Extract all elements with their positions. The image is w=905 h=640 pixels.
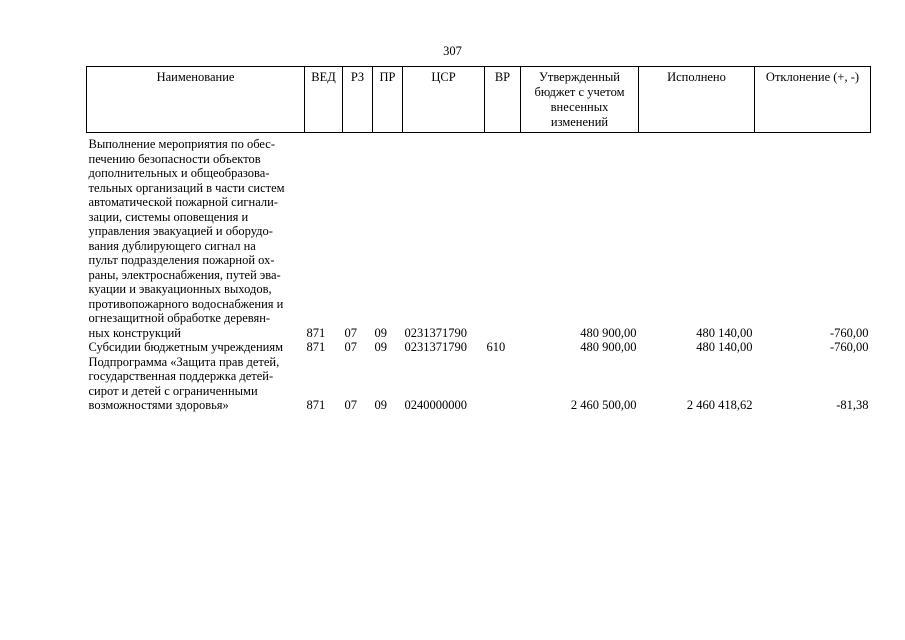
cell-name (87, 133, 305, 341)
budget-execution-table (86, 66, 871, 413)
name-line: Подпрограмма «Защита прав детей, (88, 354, 280, 369)
cell-ved: 871 (306, 340, 326, 354)
cell-ved: 871 (306, 325, 326, 340)
table-row (87, 133, 871, 341)
page-number: 307 (443, 44, 462, 58)
name-line: вания дублирующего сигнал на (88, 238, 256, 253)
name-line: государственная поддержка детей- (88, 369, 274, 383)
header-rz: РЗ (343, 67, 373, 133)
header-name: Наименование (87, 67, 305, 133)
header-pr: ПР (373, 67, 403, 133)
header-deviation: Отклонение (+, -) (755, 67, 871, 133)
header-ved: ВЕД (305, 67, 343, 133)
name-line: огнезащитной обработке деревян- (88, 311, 271, 325)
name-line: противопожарного водоснабжения и (88, 296, 284, 311)
cell-deviation: -81,38 (836, 398, 869, 412)
cell-ved: 871 (306, 398, 326, 412)
table-row (87, 355, 871, 413)
cell-executed: 480 140,00 (696, 340, 753, 354)
name-line: зации, системы оповещения и (88, 209, 249, 224)
cell-approved-budget: 480 900,00 (580, 325, 637, 340)
name-line: управления эвакуацией и оборудо- (88, 224, 273, 238)
cell-executed: 480 140,00 (696, 325, 753, 340)
table-body (87, 133, 871, 413)
header-vr: ВР (485, 67, 521, 133)
cell-deviation: -760,00 (829, 325, 869, 340)
name-line: Субсидии бюджетным учреждениям (88, 340, 284, 354)
name-line: ных конструкций (88, 325, 181, 340)
cell-csr: 0240000000 (404, 398, 467, 412)
name-line: возможностями здоровья» (88, 398, 229, 412)
cell-csr: 0231371790 (404, 340, 467, 354)
table-header-row (87, 67, 871, 133)
name-line: тельных организаций в части систем (88, 180, 285, 195)
name-line: автоматической пожарной сигнали- (88, 195, 278, 209)
cell-vr: 610 (486, 340, 506, 354)
cell-pr: 09 (374, 340, 387, 354)
cell-name (87, 355, 305, 413)
table-row (87, 340, 871, 355)
name-line: раны, электроснабжения, путей эва- (88, 267, 281, 282)
cell-pr: 09 (374, 398, 387, 412)
cell-vr (485, 133, 521, 341)
cell-name (87, 340, 305, 355)
header-executed: Исполнено (639, 67, 755, 133)
name-line: сирот и детей с ограниченными (88, 383, 258, 398)
cell-rz: 07 (344, 398, 357, 412)
name-line: Выполнение мероприятия по обес- (88, 137, 275, 151)
cell-approved-budget: 480 900,00 (580, 340, 637, 354)
cell-rz: 07 (344, 340, 357, 354)
name-line: куации и эвакуационных выходов, (88, 282, 272, 296)
cell-csr: 0231371790 (404, 325, 467, 340)
cell-deviation: -760,00 (829, 340, 869, 354)
header-approved-budget: Утвержденный бюджет с учетом внесенных изменений (521, 67, 639, 133)
name-line: пульт подразделения пожарной ох- (88, 253, 275, 267)
cell-pr: 09 (374, 325, 387, 340)
cell-vr (485, 355, 521, 413)
header-csr: ЦСР (403, 67, 485, 133)
name-line: печению безопасности объектов (88, 151, 261, 166)
cell-approved-budget: 2 460 500,00 (570, 398, 637, 412)
name-line: дополнительных и общеобразова- (88, 166, 270, 180)
cell-rz: 07 (344, 325, 357, 340)
cell-executed: 2 460 418,62 (686, 398, 753, 412)
